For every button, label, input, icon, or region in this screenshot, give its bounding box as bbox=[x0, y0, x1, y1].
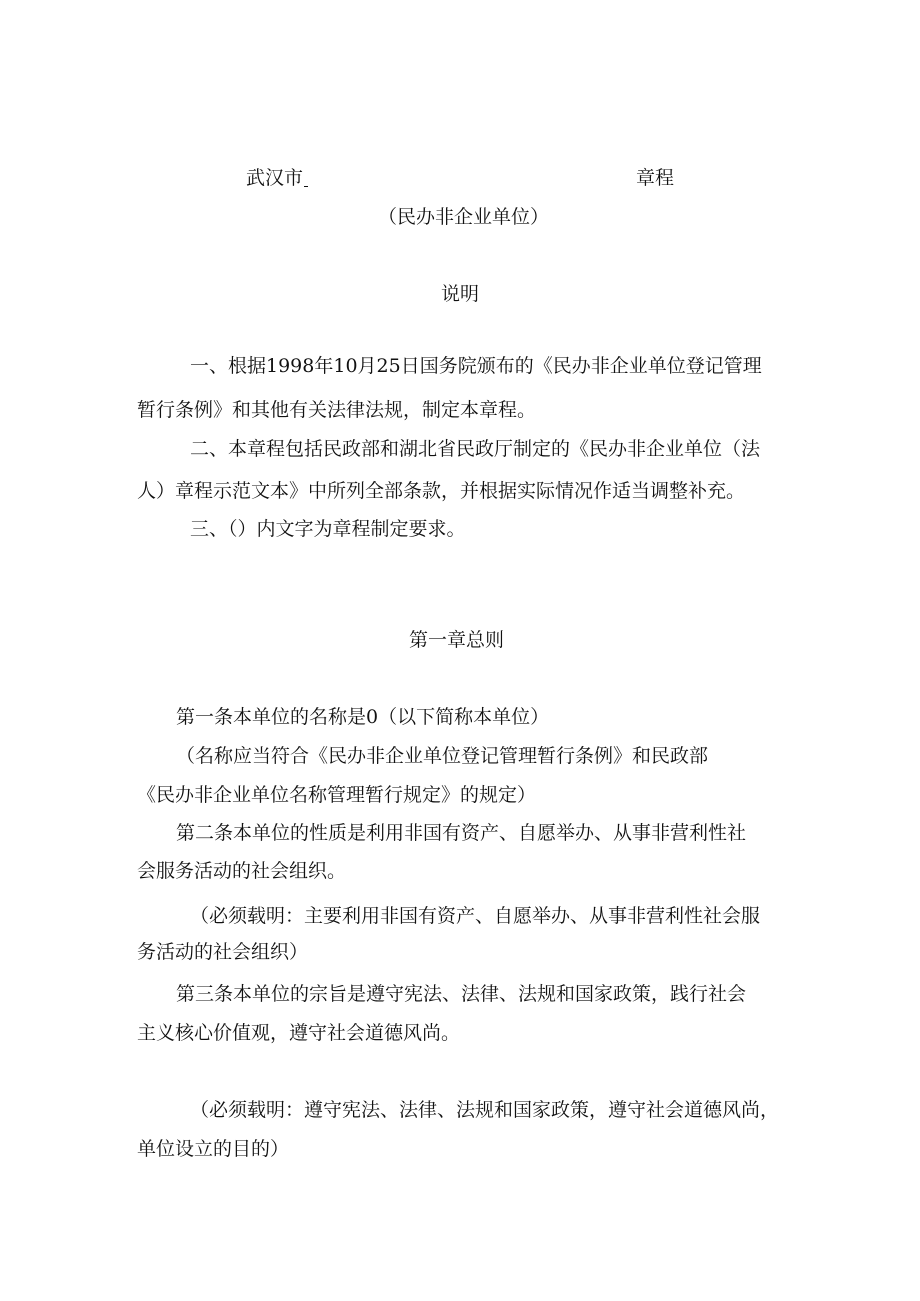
article-2-note-line-2: 务活动的社会组织） bbox=[137, 941, 309, 963]
explanation-item-1-line-1: 一、根据1998年10月25日国务院颁布的《民办非企业单位登记管理 bbox=[190, 355, 762, 377]
explanation-heading: 说明 bbox=[441, 283, 480, 305]
article-1-note-line-2: 《民办非企业单位名称管理暂行规定》的规定） bbox=[137, 784, 537, 806]
explanation-item-2-line-1: 二、本章程包括民政部和湖北省民政厅制定的《民办非企业单位（法 bbox=[190, 438, 761, 460]
title-blank bbox=[304, 166, 308, 187]
article-2-line-2: 会服务活动的社会组织。 bbox=[137, 860, 347, 882]
article-3-line-2: 主义核心价值观，遵守社会道德风尚。 bbox=[137, 1022, 461, 1044]
article-2-note-line-1: （必须载明：主要利用非国有资产、自愿举办、从事非营利性社会服 bbox=[190, 905, 761, 927]
title-city: 武汉市 bbox=[246, 167, 304, 189]
chapter-heading: 第一章总则 bbox=[409, 629, 505, 651]
title-suffix: 章程 bbox=[636, 167, 675, 189]
article-3-line-1: 第三条本单位的宗旨是遵守宪法、法律、法规和国家政策，践行社会 bbox=[176, 983, 747, 1005]
explanation-item-1-line-2: 暂行条例》和其他有关法律法规，制定本章程。 bbox=[137, 399, 537, 421]
explanation-item-3: 三、（）内文字为章程制定要求。 bbox=[190, 518, 466, 540]
article-3-note-line-2: 单位设立的目的） bbox=[137, 1138, 290, 1160]
subtitle: （民办非企业单位） bbox=[378, 206, 550, 228]
article-1: 第一条本单位的名称是0（以下简称本单位） bbox=[176, 706, 550, 728]
article-3-note-line-1: （必须载明：遵守宪法、法律、法规和国家政策，遵守社会道德风尚， bbox=[190, 1099, 780, 1121]
article-2-line-1: 第二条本单位的性质是利用非国有资产、自愿举办、从事非营利性社 bbox=[176, 822, 747, 844]
explanation-item-2-line-2: 人）章程示范文本》中所列全部条款，并根据实际情况作适当调整补充。 bbox=[137, 480, 746, 502]
article-1-note-line-1: （名称应当符合《民办非企业单位登记管理暂行条例》和民政部 bbox=[176, 745, 709, 767]
title-prefix bbox=[246, 165, 308, 191]
